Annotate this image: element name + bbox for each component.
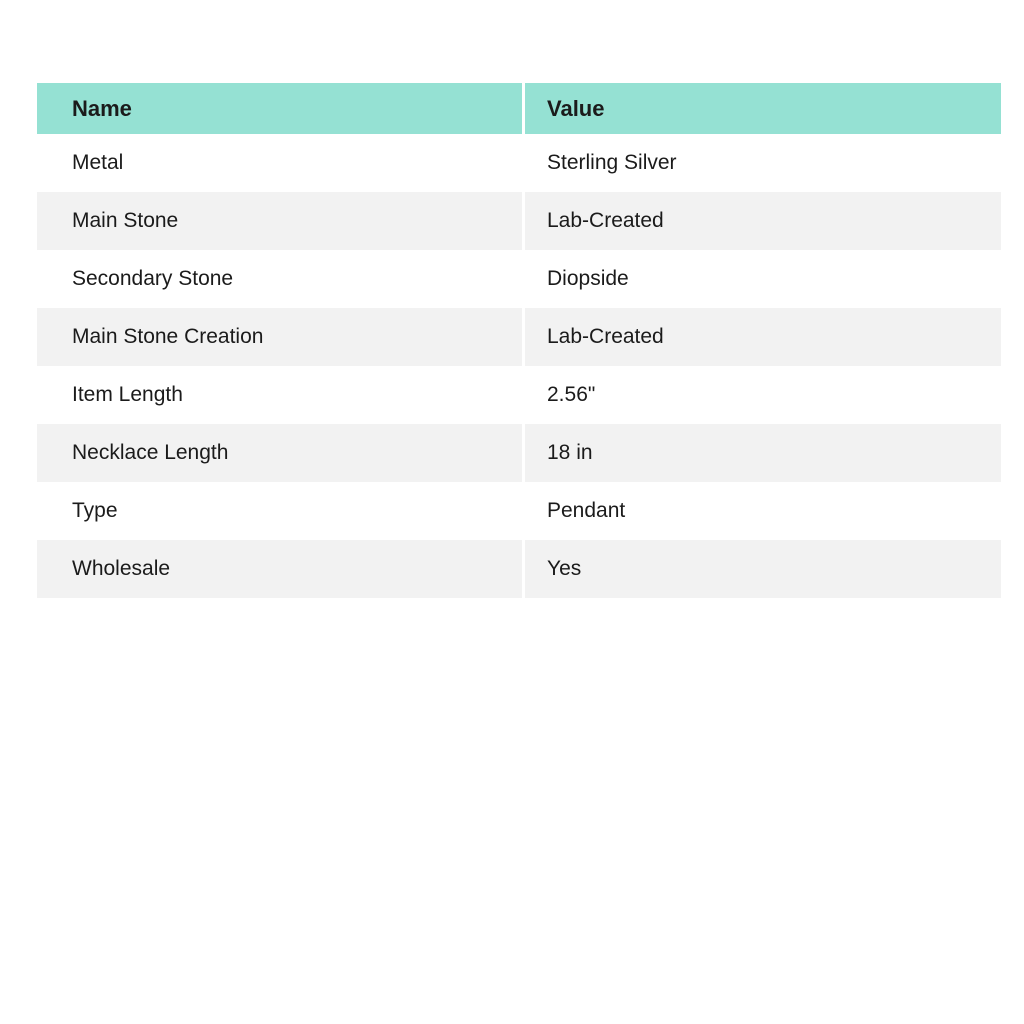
table-row xyxy=(37,250,1001,308)
spec-value-cell: Lab-Created xyxy=(525,192,1001,250)
table-row xyxy=(37,482,1001,540)
spec-value-cell: Yes xyxy=(525,540,1001,598)
spec-name-cell: Item Length xyxy=(37,366,525,424)
spec-value-cell: Pendant xyxy=(525,482,1001,540)
spec-value-cell: Lab-Created xyxy=(525,308,1001,366)
spec-name-cell: Main Stone Creation xyxy=(37,308,525,366)
spec-name-cell: Main Stone xyxy=(37,192,525,250)
spec-name-cell: Metal xyxy=(37,134,525,192)
table-body xyxy=(37,134,1001,598)
table-header xyxy=(37,83,1001,134)
spec-value-cell: Diopside xyxy=(525,250,1001,308)
table-row xyxy=(37,540,1001,598)
spec-name-cell: Type xyxy=(37,482,525,540)
header-row xyxy=(37,83,1001,134)
spec-name-cell: Necklace Length xyxy=(37,424,525,482)
spec-value-cell: 2.56" xyxy=(525,366,1001,424)
spec-name-cell: Wholesale xyxy=(37,540,525,598)
table-row xyxy=(37,424,1001,482)
spec-value-cell: 18 in xyxy=(525,424,1001,482)
column-header-value: Value xyxy=(525,83,1001,134)
table-row xyxy=(37,192,1001,250)
spec-value-cell: Sterling Silver xyxy=(525,134,1001,192)
product-specs-table xyxy=(37,83,1001,598)
spec-name-cell: Secondary Stone xyxy=(37,250,525,308)
column-header-name: Name xyxy=(37,83,525,134)
table-row xyxy=(37,134,1001,192)
table-row xyxy=(37,366,1001,424)
table-row xyxy=(37,308,1001,366)
